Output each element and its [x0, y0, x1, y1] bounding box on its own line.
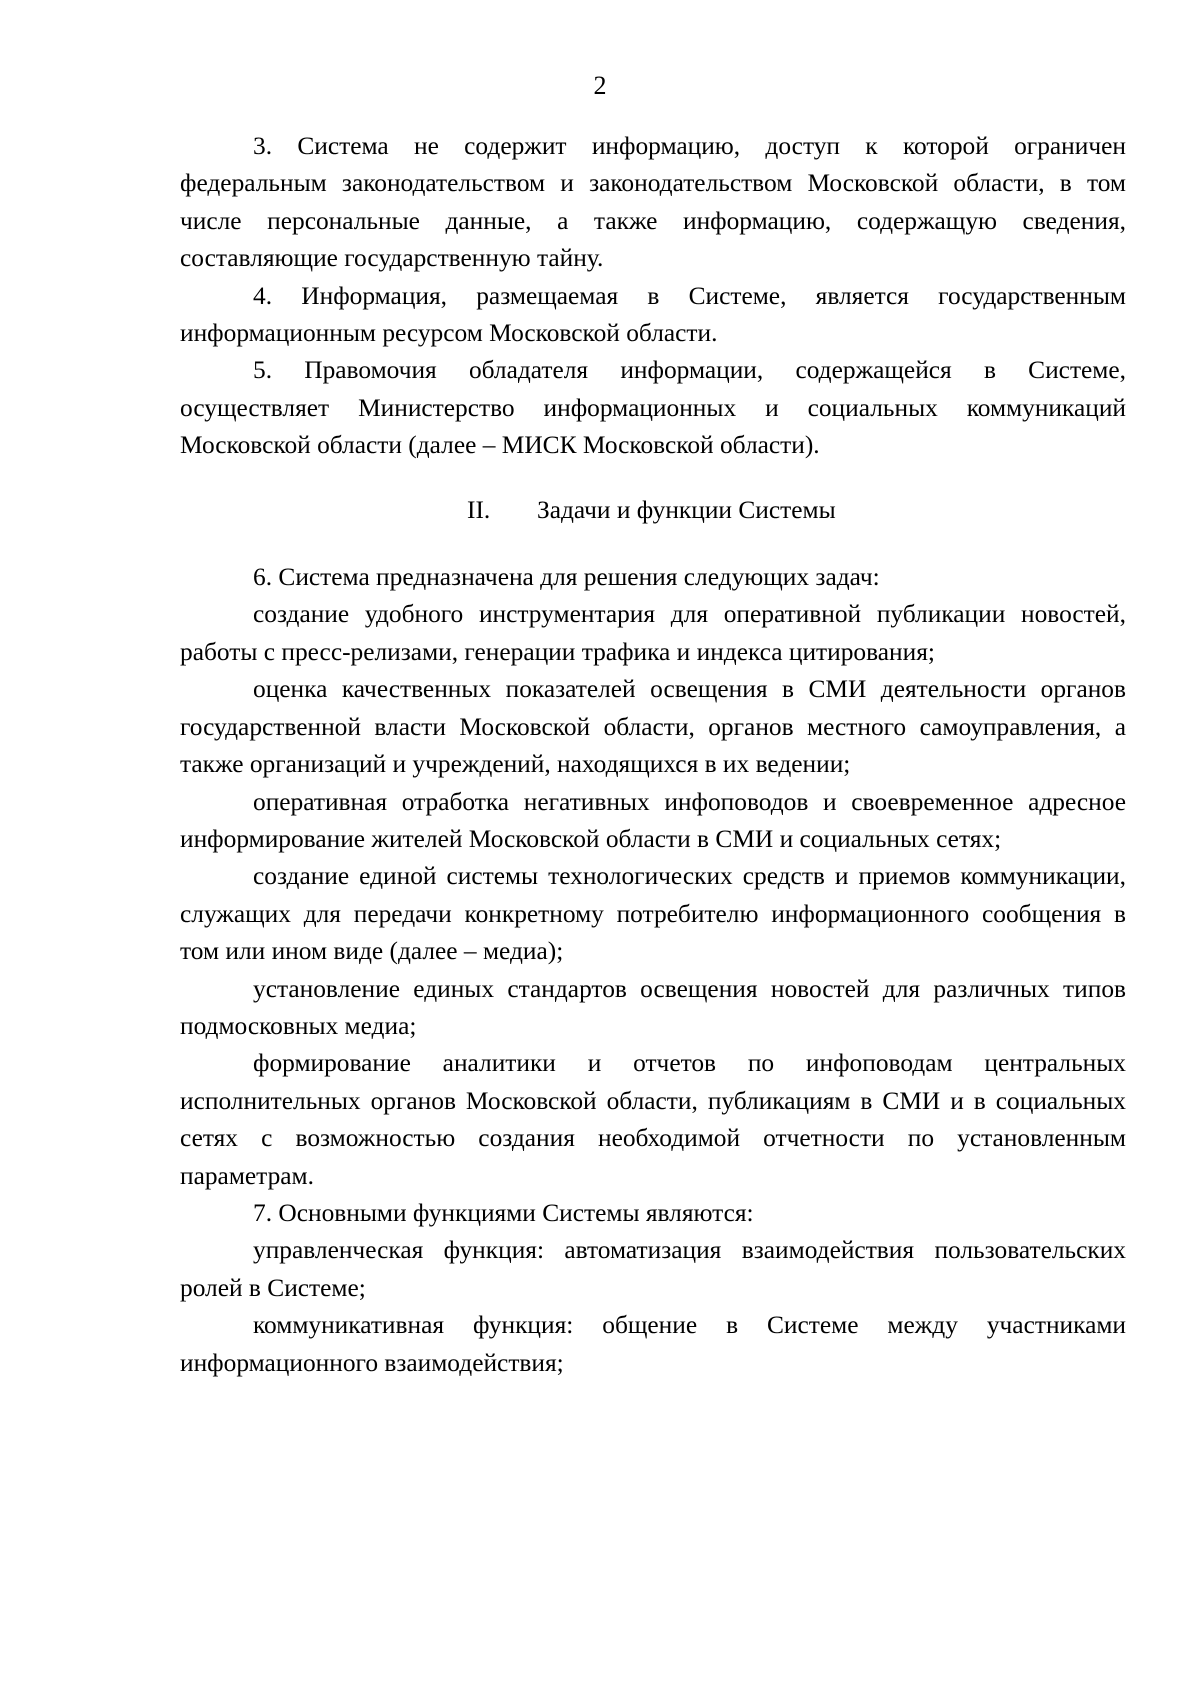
page-number: 2 — [593, 71, 607, 100]
section-title: Задачи и функции Системы — [537, 495, 836, 524]
paragraph-6: 6. Система предназначена для решения следующих задач: — [253, 563, 880, 592]
task-item: создание удобного инструментария для оперативной публикации новостей, работы с пресс-релизами, генерации трафика и индекса цитирования; — [180, 600, 1126, 666]
task-item: оперативная отработка негативных инфоповодов и своевременное адресное информирование жителей Московской области в СМИ и социальных сетях; — [180, 787, 1126, 853]
task-item: формирование аналитики и отчетов по инфоповодам центральных исполнительных органов Московской области, публикациям в СМИ и в социальных сетях с возможностью создания необходимой отчетности по установленным параметрам. — [180, 1049, 1126, 1190]
document-body — [180, 128, 1126, 1382]
section-number: II. — [467, 495, 491, 524]
function-item: коммуникативная функция: общение в Системе между участниками информационного взаимодействия; — [180, 1311, 1126, 1377]
paragraph-5: 5. Правомочия обладателя информации, содержащейся в Системе, осуществляет Министерство информационных и социальных коммуникаций Московской области (далее – МИСК Московской области). — [180, 356, 1126, 460]
paragraph-7: 7. Основными функциями Системы являются: — [253, 1198, 754, 1227]
paragraph-4: 4. Информация, размещаемая в Системе, является государственным информационным ресурсом Московской области. — [180, 281, 1126, 348]
function-item: управленческая функция: автоматизация взаимодействия пользовательских ролей в Системе; — [180, 1236, 1126, 1302]
task-item: создание единой системы технологических средств и приемов коммуникации, служащих для передачи конкретному потребителю информационного сообщения в том или ином виде (далее – медиа); — [180, 862, 1126, 966]
paragraph-3: 3. Система не содержит информацию, доступ к которой ограничен федеральным законодательством и законодательством Московской области, в том числе персональные данные, а также информацию, содержащую сведения, составляющие государственную тайну. — [180, 132, 1126, 273]
task-item: оценка качественных показателей освещения в СМИ деятельности органов государственной власти Московской области, органов местного самоуправления, а также организаций и учреждений, находящихся в их ведении; — [180, 675, 1126, 779]
section-heading — [180, 492, 1126, 529]
task-item: установление единых стандартов освещения новостей для различных типов подмосковных медиа; — [180, 974, 1126, 1040]
